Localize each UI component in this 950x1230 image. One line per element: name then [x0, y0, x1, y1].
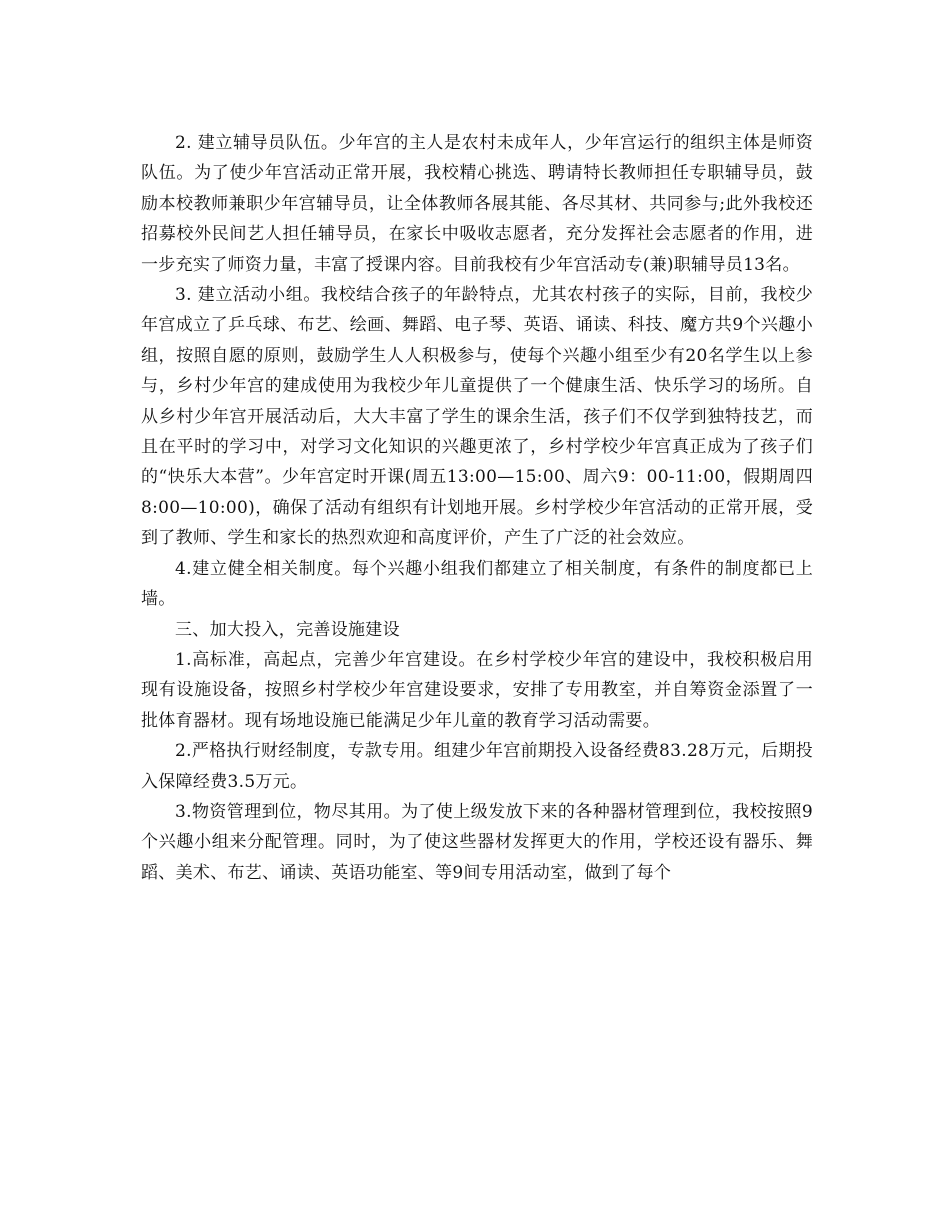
paragraph-finance: 2.严格执行财经制度，专款专用。组建少年宫前期投入设备经费83.28万元，后期投入保障经费3.5万元。	[141, 741, 813, 792]
paragraph-facilities: 1.高标准，高起点，完善少年宫建设。在乡村学校少年宫的建设中，我校积极启用现有设施设备，按照乡村学校少年宫建设要求，安排了专用教室，并自筹资金添置了一批体育器材。现有场地设施已能满足少年儿童的教育学习活动需要。	[141, 649, 813, 731]
section-heading-investment: 三、加大投入，完善设施建设	[175, 619, 400, 640]
paragraph-rules: 4.建立健全相关制度。每个兴趣小组我们都建立了相关制度，有条件的制度都已上墙。	[141, 558, 813, 610]
paragraph-activity-groups: 3. 建立活动小组。我校结合孩子的年龄特点，尤其农村孩子的实际，目前，我校少年宫成立了乒乓球、布艺、绘画、舞蹈、电子琴、英语、诵读、科技、魔方共9个兴趣小组，按照自愿的原则，鼓励学生人人积极参与，使每个兴趣小组至少有20名学生以上参与，乡村少年宫的建成使用为我校少年儿童提供了一个健康生活、快乐学习的场所。自从乡村少年宫开展活动后，大大丰富了学生的课余生活，孩子们不仅学到独特技艺，而且在平时的学习中，对学习文化知识的兴趣更浓了，乡村学校少年宫真正成为了孩子们的“快乐大本营”。少年宫定时开课(周五13:00—15:00、周六9：00-11:00，假期周四8:00—10:00)，确保了活动有组织有计划地开展。乡村学校少年宫活动的正常开展，受到了教师、学生和家长的热烈欢迎和高度评价，产生了广泛的社会效应。	[141, 285, 813, 549]
paragraph-materials: 3.物资管理到位，物尽其用。为了使上级发放下来的各种器材管理到位，我校按照9个兴趣小组来分配管理。同时，为了使这些器材发挥更大的作用，学校还设有器乐、舞蹈、美术、布艺、诵读、英语功能室、等9间专用活动室，做到了每个	[141, 801, 813, 883]
document-body	[141, 128, 813, 888]
paragraph-tutor-team: 2. 建立辅导员队伍。少年宫的主人是农村未成年人，少年宫运行的组织主体是师资队伍。为了使少年宫活动正常开展，我校精心挑选、聘请特长教师担任专职辅导员，鼓励本校教师兼职少年宫辅导员，让全体教师各展其能、各尽其材、共同参与;此外我校还招募校外民间艺人担任辅导员，在家长中吸收志愿者，充分发挥社会志愿者的作用，进一步充实了师资力量，丰富了授课内容。目前我校有少年宫活动专(兼)职辅导员13名。	[141, 133, 813, 275]
